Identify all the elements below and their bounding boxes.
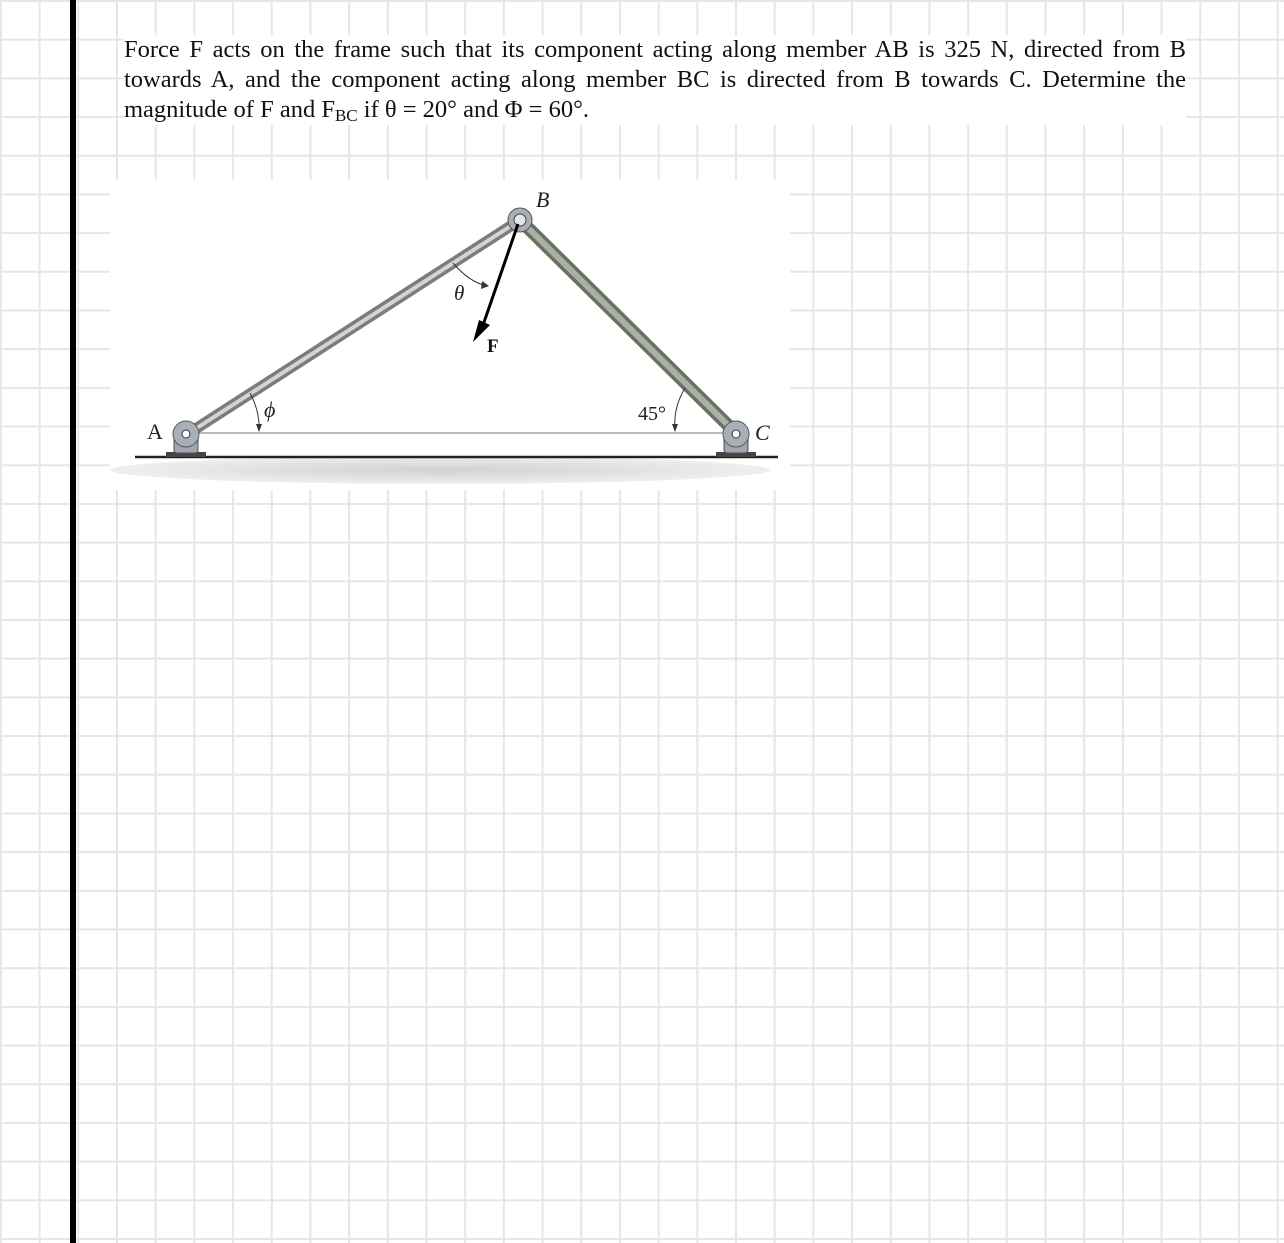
member-bc-highlight [520,220,738,435]
label-angle-c: 45° [638,403,666,425]
problem-statement [124,35,1186,125]
problem-text: Force F acts on the frame such that its component acting along member AB is 325 N, directed from B towards A, and the component acting along member BC is directed from B towards C. Determine the magnitude of F and F [124,36,1186,123]
label-phi: ϕ [264,397,276,422]
label-b: B [536,187,550,212]
theta-arrow-icon [481,281,489,289]
ground-shadow [110,456,770,484]
member-ab-highlight [186,220,520,435]
angle-45-arrow-icon [672,424,678,432]
page-left-border [70,0,76,1243]
frame-figure [110,180,790,490]
frame-diagram [110,180,790,490]
problem-text-end: if θ = 20° and Φ = 60°. [357,96,589,123]
angle-45-arc [675,388,685,430]
pin-b [508,208,532,232]
problem-subscript: BC [334,106,358,125]
label-theta: θ [454,281,465,305]
label-a: A [147,419,163,444]
label-f: F [487,336,499,357]
phi-arrow-icon [256,424,262,432]
label-c: C [755,420,770,445]
